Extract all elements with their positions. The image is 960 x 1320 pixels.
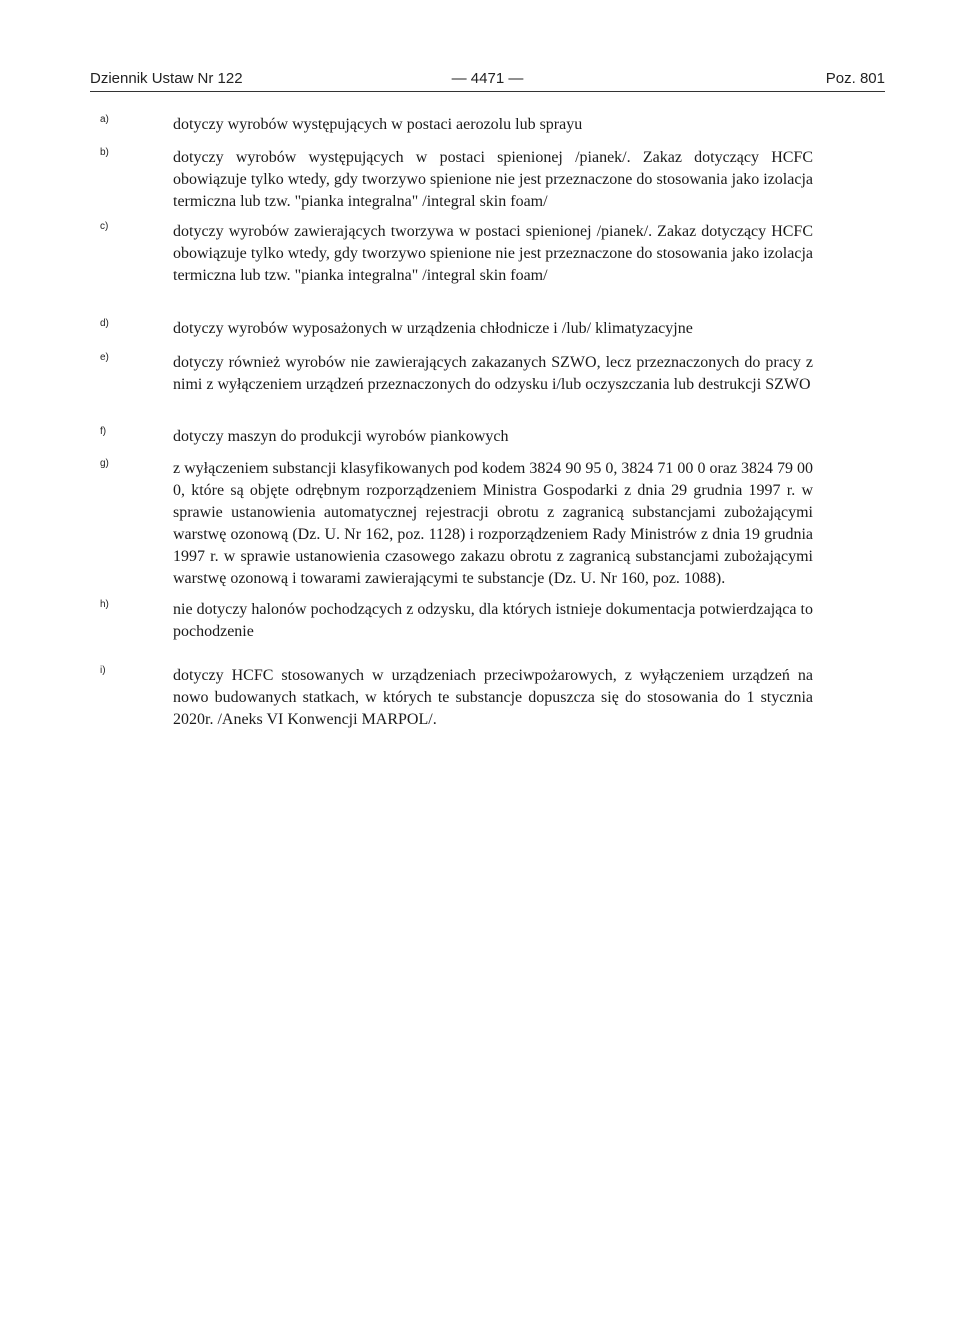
journal-title: Dziennik Ustaw Nr 122 [90,70,243,87]
footnote-text: dotyczy wyrobów wyposażonych w urządzenia chłodnicze i /lub/ klimatyzacyjne [173,320,693,337]
footnote-label: f) [100,426,107,437]
footnote-label: d) [100,318,109,329]
footnote-text: z wyłączeniem substancji klasyfikowanych pod kodem 3824 90 95 0, 3824 71 00 0 oraz 3824 79 00 0, które są objęte odrębnym rozporządzeniem Ministra Gospodarki z dnia 29 grudnia 1997 r. w sprawie ustanowienia automatycznej rejestracji obrotu z zagranicą substancjami zubożającymi warstwę ozonową (Dz. U. Nr 162, poz. 1128) i rozporządzeniem Rady Ministrów z dnia 19 grudnia 1997 r. w sprawie ustanowienia czasowego zakazu obrotu z zagranicą substancjami zubożającymi warstwę ozonową i towarami zawierającymi te substancje (Dz. U. Nr 160, poz. 1088). [173,460,813,587]
footnote-label: i) [100,665,106,676]
page-number: — 4471 — [451,70,524,87]
header-rule [90,91,885,92]
position-number: Poz. 801 [825,70,885,87]
footnote-text: nie dotyczy halonów pochodzących z odzysku, dla których istnieje dokumentacja potwierdzająca to pochodzenie [173,601,813,640]
footnote-text: dotyczy maszyn do produkcji wyrobów piankowych [173,428,509,445]
page-header [90,70,885,92]
footnote-text: dotyczy wyrobów występujących w postaci aerozolu lub sprayu [173,116,583,133]
footnote-text: dotyczy HCFC stosowanych w urządzeniach przeciwpożarowych, z wyłączeniem urządzeń na nowo budowanych statkach, w których te substancje dopuszcza się do stosowania do 1 stycznia 2020r. /Aneks VI Konwencji MARPOL/. [173,667,813,728]
footnote-label: g) [100,458,109,469]
footnote-text: dotyczy wyrobów zawierających tworzywa w postaci spienionej /pianek/. Zakaz dotyczący HCFC obowiązuje tylko wtedy, gdy tworzywo spienione nie jest przeznaczone do stosowania jako izolacja termiczna lub tzw. "pianka integralna" /integral skin foam/ [173,223,813,284]
footnote-text: dotyczy wyrobów występujących w postaci spienionej /pianek/. Zakaz dotyczący HCFC obowiązuje tylko wtedy, gdy tworzywo spienione nie jest przeznaczone do stosowania jako izolacja termiczna lub tzw. "pianka integralna" /integral skin foam/ [173,149,813,210]
footnote-label: e) [100,352,109,363]
footnote-label: a) [100,114,109,125]
footnote-label: h) [100,599,109,610]
footnote-label: c) [100,221,109,232]
footnote-text: dotyczy również wyrobów nie zawierających zakazanych SZWO, lecz przeznaczonych do pracy z nimi z wyłączeniem urządzeń przeznaczonych do odzysku i/lub oczyszczania lub destrukcji SZWO [173,354,813,393]
footnote-label: b) [100,147,109,158]
